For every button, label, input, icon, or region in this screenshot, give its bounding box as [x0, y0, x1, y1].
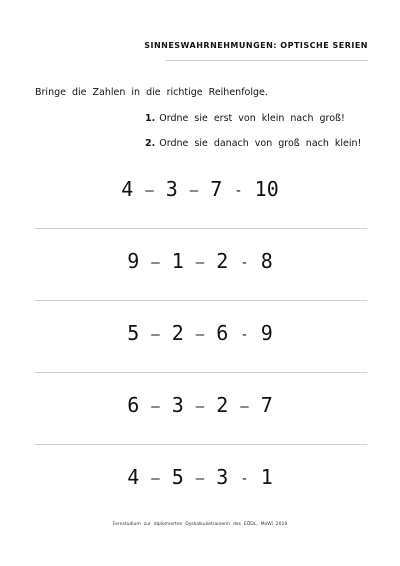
instruction-text: Bringe die Zahlen in die richtige Reihenfolge. [35, 87, 268, 98]
sequence-number: 6 [127, 393, 140, 417]
page-header-title: SINNESWAHRNEHMUNGEN: OPTISCHE SERIEN [144, 41, 368, 50]
sequence-number: 3 [216, 465, 229, 489]
sequence-separator: - [240, 470, 249, 487]
sequence-number: 2 [216, 249, 229, 273]
sequence-number: 2 [171, 321, 184, 345]
sequence-separator: – [151, 470, 160, 487]
step-number: 1. [145, 113, 156, 124]
sequence-separator: – [195, 398, 205, 415]
sequence-number: 1 [171, 249, 184, 273]
sequence-separator: - [240, 326, 249, 343]
header-divider [166, 60, 368, 61]
step-text: Ordne sie danach von groß nach klein! [159, 138, 362, 149]
sequence-separator: – [195, 326, 205, 343]
row-divider [35, 300, 367, 301]
sequence-number: 7 [260, 393, 273, 417]
number-sequence-4 [0, 393, 400, 417]
sequence-separator: - [234, 182, 243, 199]
sequence-number: 9 [127, 249, 140, 273]
sequence-separator: – [151, 254, 160, 271]
sequence-number: 3 [171, 393, 184, 417]
sequence-number: 10 [254, 177, 279, 201]
sequence-number: 4 [127, 465, 140, 489]
sequence-number: 5 [127, 321, 140, 345]
sequence-number: 6 [216, 321, 229, 345]
number-sequence-5 [0, 465, 400, 489]
step-number: 2. [145, 138, 156, 149]
sequence-number: 4 [121, 177, 134, 201]
sequence-separator: – [189, 182, 199, 199]
sequence-separator: – [151, 326, 160, 343]
sequence-separator: – [151, 398, 160, 415]
number-sequence-3 [0, 321, 400, 345]
step-2 [145, 138, 361, 149]
sequence-separator: – [145, 182, 154, 199]
row-divider [35, 444, 367, 445]
sequence-separator: – [240, 398, 249, 415]
sequence-number: 8 [260, 249, 273, 273]
sequence-number: 5 [171, 465, 184, 489]
number-sequence-1 [0, 177, 400, 201]
sequence-separator: – [195, 254, 205, 271]
step-text: Ordne sie erst von klein nach groß! [159, 113, 345, 124]
number-sequence-2 [0, 249, 400, 273]
sequence-number: 2 [216, 393, 229, 417]
sequence-number: 1 [260, 465, 273, 489]
row-divider [35, 228, 367, 229]
sequence-separator: - [240, 254, 249, 271]
sequence-number: 9 [260, 321, 273, 345]
sequence-separator: – [195, 470, 205, 487]
step-1 [145, 113, 345, 124]
row-divider [35, 372, 367, 373]
page-footer: Fernstudium zur diplomierten Dyskalkulietrainerin des EÖDL, MeWi 2019 [112, 522, 288, 527]
sequence-number: 3 [165, 177, 178, 201]
sequence-number: 7 [210, 177, 223, 201]
